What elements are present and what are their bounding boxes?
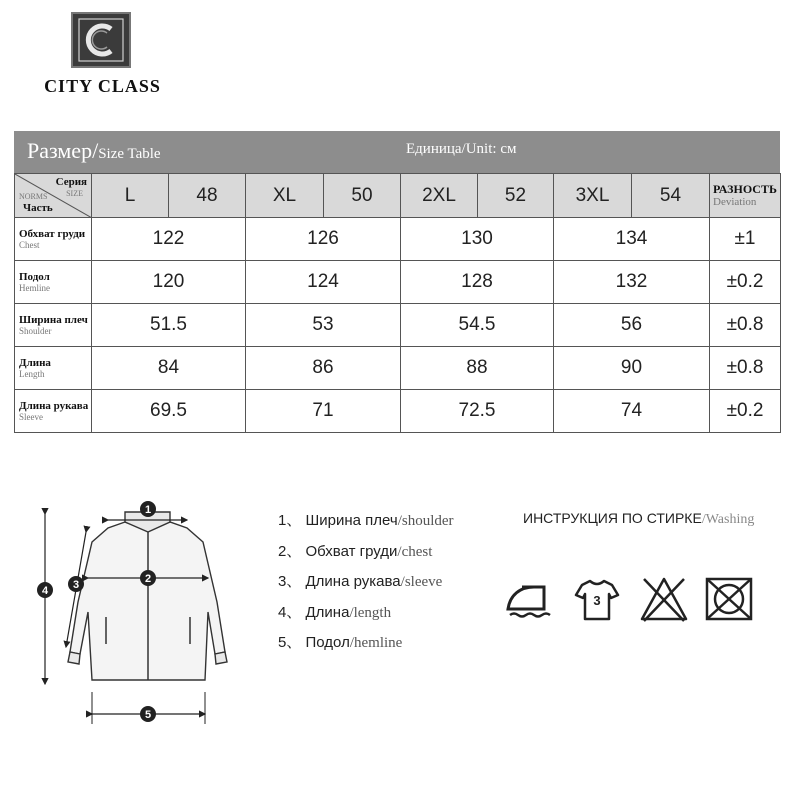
measure-cell: 84: [92, 347, 246, 390]
table-row: [15, 390, 781, 433]
measure-cell: 128: [401, 261, 554, 304]
corner-size: SIZE: [66, 189, 83, 198]
table-row: [15, 304, 781, 347]
measure-cell: 72.5: [401, 390, 554, 433]
size-number: 54: [632, 174, 710, 218]
row-header: [15, 218, 92, 261]
deviation-cell: ±0.8: [710, 304, 781, 347]
svg-text:3: 3: [72, 579, 80, 591]
deviation-header-ru: РАЗНОСТЬ: [713, 182, 777, 196]
measure-cell: 126: [246, 218, 401, 261]
svg-text:5: 5: [144, 709, 152, 721]
corner-part: Часть: [23, 202, 53, 214]
deviation-cell: ±1: [710, 218, 781, 261]
row-name-ru: Длина: [19, 356, 51, 369]
row-name-en: Sleeve: [19, 411, 43, 422]
washing-title-ru: ИНСТРУКЦИЯ ПО СТИРКЕ: [523, 510, 702, 526]
jacket-measurement-diagram: [30, 492, 245, 727]
row-header: [15, 347, 92, 390]
marker-1: [140, 501, 156, 517]
size-label: L: [92, 174, 169, 218]
row-name-ru: Обхват груди: [19, 227, 86, 240]
size-table-title: [27, 138, 161, 164]
brand-name: CITY CLASS: [44, 76, 161, 96]
legend-item: 4、 Длина/length: [278, 603, 392, 621]
corner-series: Серия: [55, 176, 87, 188]
measure-cell: 69.5: [92, 390, 246, 433]
brand-logo: [71, 12, 131, 68]
measure-cell: 88: [401, 347, 554, 390]
measurement-legend: [278, 506, 454, 659]
measure-cell: 51.5: [92, 304, 246, 347]
measure-cell: 134: [554, 218, 710, 261]
row-name-ru: Подол: [19, 270, 50, 283]
row-name-en: Chest: [19, 239, 40, 250]
measure-cell: 53: [246, 304, 401, 347]
row-header: [15, 390, 92, 433]
measure-cell: 132: [554, 261, 710, 304]
deviation-header-en: Deviation: [713, 196, 757, 208]
size-table: [14, 131, 780, 433]
marker-4: [37, 582, 53, 598]
row-name-en: Shoulder: [19, 325, 52, 336]
logo-emblem-icon: [73, 14, 129, 66]
marker-3: [68, 576, 84, 592]
measure-cell: 74: [554, 390, 710, 433]
legend-item: 2、 Обхват груди/chest: [278, 542, 433, 560]
do-not-tumble-dry-icon: [703, 575, 755, 623]
measure-cell: 130: [401, 218, 554, 261]
measure-cell: 122: [92, 218, 246, 261]
row-name-en: Hemline: [19, 282, 50, 293]
title-en: Size Table: [98, 146, 161, 162]
marker-5: [140, 706, 156, 722]
size-grid: [14, 173, 781, 433]
table-row: [15, 218, 781, 261]
size-label: 3XL: [554, 174, 632, 218]
measure-cell: 56: [554, 304, 710, 347]
row-name-ru: Длина рукава: [19, 399, 89, 412]
measure-cell: 54.5: [401, 304, 554, 347]
deviation-cell: ±0.2: [710, 261, 781, 304]
svg-text:4: 4: [41, 585, 49, 597]
deviation-cell: ±0.8: [710, 347, 781, 390]
row-name-en: Length: [19, 368, 45, 379]
title-ru: Размер/: [27, 138, 99, 163]
hang-dry-icon: [572, 575, 622, 623]
deviation-header: [710, 174, 781, 218]
measure-cell: 71: [246, 390, 401, 433]
row-header: [15, 304, 92, 347]
size-header-row: [15, 174, 781, 218]
size-label: 2XL: [401, 174, 478, 218]
corner-norms: NORMS: [19, 192, 48, 201]
size-table-header: [14, 131, 780, 173]
size-label: XL: [246, 174, 324, 218]
measure-cell: 124: [246, 261, 401, 304]
legend-item: 1、 Ширина плеч/shoulder: [278, 512, 454, 529]
measure-cell: 90: [554, 347, 710, 390]
table-row: [15, 347, 781, 390]
deviation-cell: ±0.2: [710, 390, 781, 433]
svg-text:2: 2: [144, 573, 152, 585]
unit-label: Единица/Unit: см: [406, 141, 517, 157]
size-number: 48: [169, 174, 246, 218]
measure-cell: 120: [92, 261, 246, 304]
legend-item: 3、 Длина рукава/sleeve: [278, 573, 443, 590]
size-number: 52: [478, 174, 554, 218]
size-number: 50: [324, 174, 401, 218]
table-row: [15, 261, 781, 304]
corner-cell: [15, 174, 92, 218]
legend-item: 5、 Подол/hemline: [278, 634, 403, 651]
svg-text:1: 1: [144, 504, 152, 516]
row-name-ru: Ширина плеч: [19, 313, 88, 326]
washing-title: [523, 510, 754, 528]
measure-cell: 86: [246, 347, 401, 390]
iron-low-icon: [504, 575, 556, 623]
do-not-bleach-icon: [638, 575, 690, 623]
hang-dry-number: 3: [593, 593, 601, 608]
marker-2: [140, 570, 156, 586]
washing-title-en: /Washing: [701, 512, 755, 527]
row-header: [15, 261, 92, 304]
